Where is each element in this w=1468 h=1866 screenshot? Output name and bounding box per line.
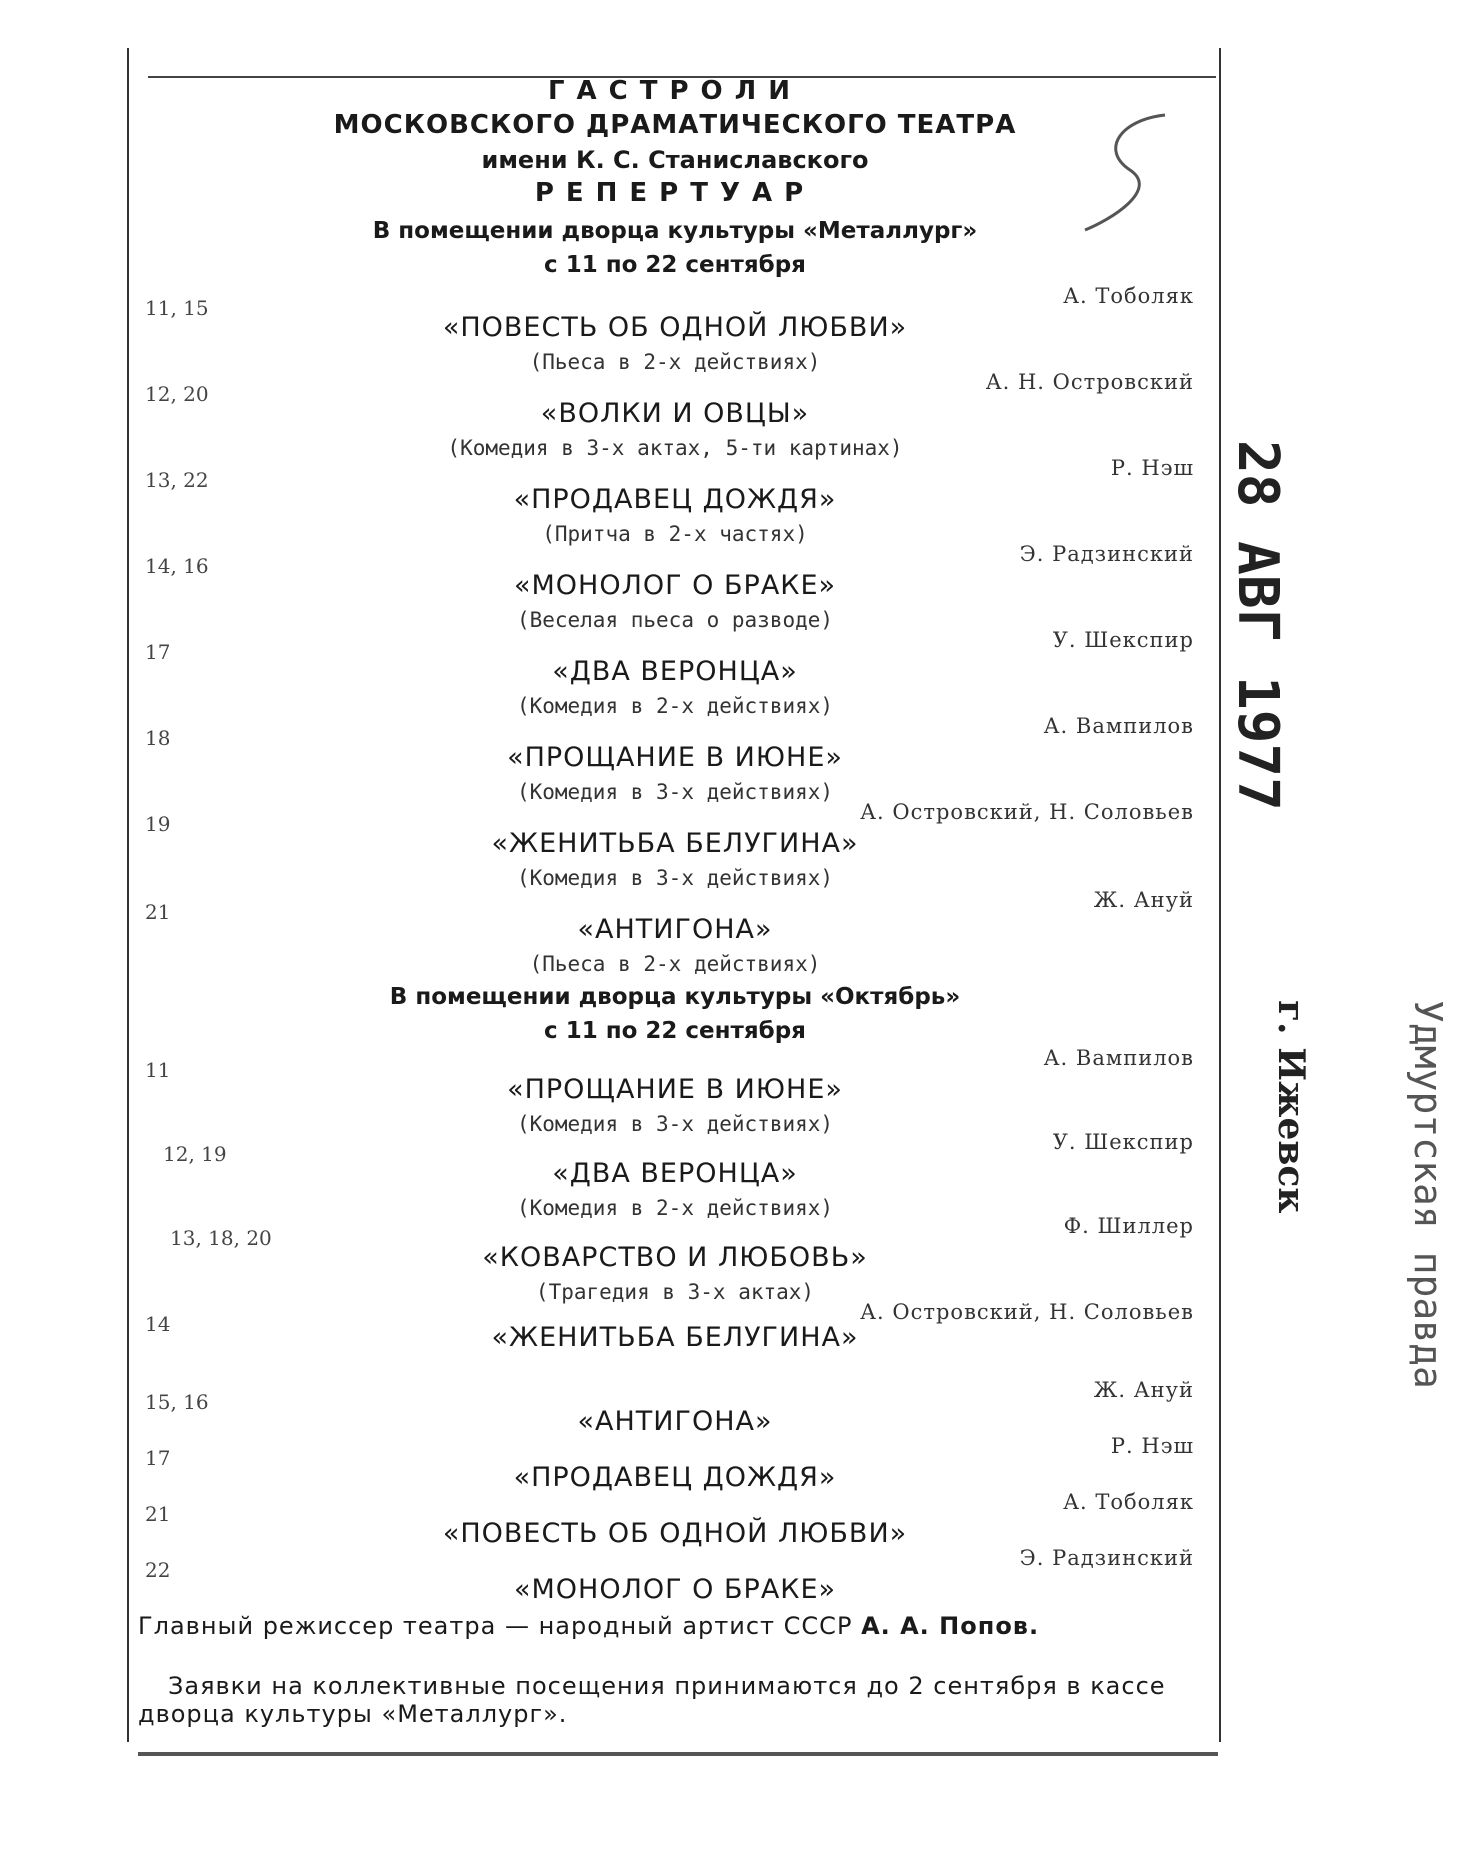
director-name: А. А. Попов. [861, 1612, 1040, 1640]
performance-date: 17 [145, 640, 171, 664]
author: Ф. Шиллер [1063, 1214, 1194, 1238]
play-note: (Трагедия в 3-х актах) [535, 1280, 815, 1304]
author: А. Н. Островский [985, 370, 1194, 394]
play-note: (Комедия в 3-х действиях) [516, 866, 834, 890]
author: А. Тоболяк [1063, 1490, 1194, 1514]
play-note: (Комедия в 2-х действиях) [516, 694, 834, 718]
performance-date: 18 [145, 726, 171, 750]
header-theatre: МОСКОВСКОГО ДРАМАТИЧЕСКОГО ТЕАТРА [333, 110, 1017, 140]
play-title: «КОВАРСТВО И ЛЮБОВЬ» [482, 1242, 868, 1273]
play-title: «ПРОДАВЕЦ ДОЖДЯ» [513, 1462, 837, 1493]
play-title: «ЖЕНИТЬБА БЕЛУГИНА» [491, 828, 859, 859]
performance-date: 11, 15 [145, 296, 209, 320]
author: А. Вампилов [1043, 1046, 1194, 1070]
header-named: имени К. С. Станиславского [481, 146, 869, 174]
play-title: «АНТИГОНА» [577, 1406, 773, 1437]
performance-date: 12, 19 [163, 1142, 227, 1166]
author: Ж. Ануй [1093, 1378, 1194, 1402]
performance-date: 22 [145, 1558, 171, 1582]
play-title: «ВОЛКИ И ОВЦЫ» [540, 398, 810, 429]
performance-date: 13, 18, 20 [170, 1226, 272, 1250]
play-note: (Комедия в 3-х действиях) [516, 780, 834, 804]
play-title: «ПРОЩАНИЕ В ИЮНЕ» [507, 1074, 843, 1105]
play-note: (Веселая пьеса о разводе) [516, 608, 834, 632]
performance-date: 14 [145, 1312, 171, 1336]
performance-date: 21 [145, 900, 171, 924]
play-title: «МОНОЛОГ О БРАКЕ» [513, 1574, 837, 1605]
author: А. Вампилов [1043, 714, 1194, 738]
performance-date: 19 [145, 812, 171, 836]
play-title: «ДВА ВЕРОНЦА» [552, 656, 798, 687]
author: У. Шекспир [1052, 1130, 1194, 1154]
play-note: (Комедия в 2-х действиях) [516, 1196, 834, 1220]
play-note: (Пьеса в 2-х действиях) [529, 952, 821, 976]
play-note: (Комедия в 3-х действиях) [516, 1112, 834, 1136]
performance-date: 11 [145, 1058, 171, 1082]
play-note: (Комедия в 3-х актах, 5-ти картинах) [447, 436, 903, 460]
author: У. Шекспир [1052, 628, 1194, 652]
section1-dates: с 11 по 22 сентября [544, 252, 806, 278]
author: А. Островский, Н. Соловьев [860, 800, 1194, 824]
section1-venue: В помещении дворца культуры «Металлург» [372, 218, 978, 244]
author: Р. Нэш [1110, 1434, 1194, 1458]
performance-date: 17 [145, 1446, 171, 1470]
author: Р. Нэш [1110, 456, 1194, 480]
performance-date: 15, 16 [145, 1390, 209, 1414]
author: А. Тоболяк [1063, 284, 1194, 308]
author: Э. Радзинский [1019, 1546, 1194, 1570]
header-tour: ГАСТРОЛИ [547, 76, 803, 106]
play-note: (Притча в 2-х частях) [542, 522, 808, 546]
performance-date: 13, 22 [145, 468, 209, 492]
author: А. Островский, Н. Соловьев [860, 1300, 1194, 1324]
clipping-frame [127, 48, 1221, 1742]
play-title: «ПОВЕСТЬ ОБ ОДНОЙ ЛЮБВИ» [442, 1518, 908, 1549]
play-title: «ПОВЕСТЬ ОБ ОДНОЙ ЛЮБВИ» [442, 312, 908, 343]
director-role: Главный режиссер театра — народный артист СССР [138, 1612, 853, 1640]
section2-dates: с 11 по 22 сентября [544, 1018, 806, 1044]
newspaper-stamp: Удмуртская правда [1406, 1000, 1450, 1389]
performance-date: 14, 16 [145, 554, 209, 578]
play-title: «ПРОЩАНИЕ В ИЮНЕ» [507, 742, 843, 773]
footer-director [138, 1612, 1214, 1640]
author: Ж. Ануй [1093, 888, 1194, 912]
performance-date: 12, 20 [145, 382, 209, 406]
play-title: «ЖЕНИТЬБА БЕЛУГИНА» [491, 1322, 859, 1353]
performance-date: 21 [145, 1502, 171, 1526]
header-repertoire: РЕПЕРТУАР [534, 178, 816, 208]
date-stamp: 28 АВГ 1977 [1225, 440, 1290, 811]
play-note: (Пьеса в 2-х действиях) [529, 350, 821, 374]
play-title: «ДВА ВЕРОНЦА» [552, 1158, 798, 1189]
play-title: «ПРОДАВЕЦ ДОЖДЯ» [513, 484, 837, 515]
play-title: «МОНОЛОГ О БРАКЕ» [513, 570, 837, 601]
author: Э. Радзинский [1019, 542, 1194, 566]
pencil-mark-icon [1080, 110, 1170, 240]
footer-requests: Заявки на коллективные посещения принимаются до 2 сентября в кассе дворца культуры «Металлург». [138, 1672, 1166, 1728]
bottom-rule [138, 1752, 1218, 1756]
section2-venue: В помещении дворца культуры «Октябрь» [389, 984, 961, 1010]
city-stamp: г. Ижевск [1270, 1000, 1312, 1214]
play-title: «АНТИГОНА» [577, 914, 773, 945]
